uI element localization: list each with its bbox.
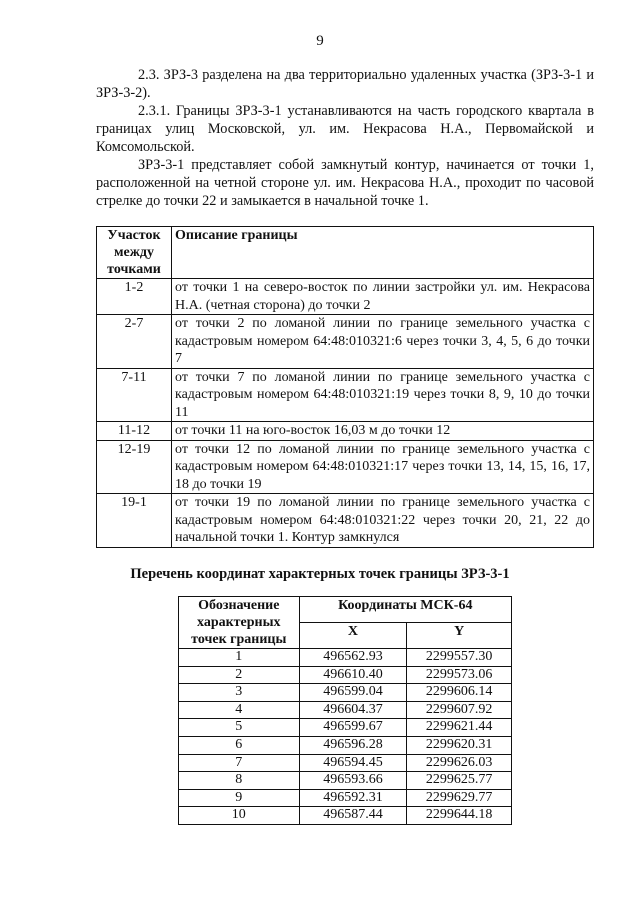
point-number-cell: 5 [179,719,300,737]
table-row [97,279,594,315]
segment-cell: 7-11 [97,368,172,422]
segment-cell: 2-7 [97,315,172,369]
table-row [97,368,594,422]
boundary-table-header [97,227,594,279]
page-number: 9 [316,33,324,49]
point-number-cell: 3 [179,684,300,702]
segment-column-header: Участок между точками [97,227,172,279]
x-column-header: X [299,623,407,649]
table-row [179,684,512,702]
y-column-header: Y [407,623,512,649]
paragraph-2-3-1: 2.3.1. Границы ЗРЗ-3-1 устанавливаются на часть городского квартала в границах улиц Московской, ул. им. Некрасова Н.А., Первомайской и Комсомольской. [96,103,594,155]
table-row [179,772,512,790]
point-number-cell: 6 [179,736,300,754]
description-cell: от точки 11 на юго-восток 16,03 м до точки 12 [172,422,594,441]
segment-cell: 1-2 [97,279,172,315]
table-row [97,440,594,494]
paragraph-2-3: 2.3. ЗРЗ-3 разделена на два территориально удаленных участка (ЗРЗ-3-1 и ЗРЗ-3-2). [96,67,594,101]
x-coordinate-cell: 496587.44 [299,807,407,825]
description-cell: от точки 19 по ломаной линии по границе земельного участка с кадастровым номером 64:48:010321:22 через точки 20, 21, 22 до начальной точки 1. Контур замкнулся [172,494,594,548]
point-number-cell: 1 [179,649,300,667]
x-coordinate-cell: 496593.66 [299,772,407,790]
boundary-table-body [97,279,594,548]
y-coordinate-cell: 2299620.31 [407,736,512,754]
table-row [97,315,594,369]
description-cell: от точки 7 по ломаной линии по границе земельного участка с кадастровым номером 64:48:010321:19 через точки 8, 9, 10 до точки 11 [172,368,594,422]
x-coordinate-cell: 496596.28 [299,736,407,754]
point-number-cell: 2 [179,666,300,684]
x-coordinate-cell: 496592.31 [299,789,407,807]
x-coordinate-cell: 496562.93 [299,649,407,667]
description-column-header: Описание границы [172,227,594,279]
coordinates-table-body [179,649,512,825]
segment-cell: 12-19 [97,440,172,494]
x-coordinate-cell: 496604.37 [299,701,407,719]
y-coordinate-cell: 2299573.06 [407,666,512,684]
y-coordinate-cell: 2299607.92 [407,701,512,719]
segment-cell: 19-1 [97,494,172,548]
y-coordinate-cell: 2299557.30 [407,649,512,667]
table-row [179,807,512,825]
x-coordinate-cell: 496594.45 [299,754,407,772]
point-number-cell: 4 [179,701,300,719]
table-row [179,754,512,772]
y-coordinate-cell: 2299626.03 [407,754,512,772]
table-row [179,789,512,807]
coordinates-title: Перечень координат характерных точек границы ЗРЗ-3-1 [130,566,510,582]
y-coordinate-cell: 2299629.77 [407,789,512,807]
x-coordinate-cell: 496599.04 [299,684,407,702]
y-coordinate-cell: 2299621.44 [407,719,512,737]
boundary-description-table [96,226,594,548]
table-row [97,422,594,441]
points-column-header: Обозначение характерных точек границы [179,597,300,649]
point-number-cell: 7 [179,754,300,772]
y-coordinate-cell: 2299644.18 [407,807,512,825]
table-row [97,494,594,548]
coords-group-header: Координаты МСК-64 [299,597,511,623]
description-cell: от точки 12 по ломаной линии по границе земельного участка с кадастровым номером 64:48:010321:17 через точки 13, 14, 15, 16, 17, 18 до точки 19 [172,440,594,494]
point-number-cell: 9 [179,789,300,807]
y-coordinate-cell: 2299625.77 [407,772,512,790]
y-coordinate-cell: 2299606.14 [407,684,512,702]
coordinates-header-row-1 [179,597,512,623]
table-row [179,666,512,684]
coordinates-table [178,596,512,825]
paragraph-contour: ЗРЗ-3-1 представляет собой замкнутый контур, начинается от точки 1, расположенной на четной стороне ул. им. Некрасова Н.А., проходит по часовой стрелке до точки 22 и замыкается в начальной точке 1. [96,157,594,209]
point-number-cell: 8 [179,772,300,790]
table-row [179,701,512,719]
x-coordinate-cell: 496599.67 [299,719,407,737]
table-row [179,649,512,667]
table-row [179,719,512,737]
description-cell: от точки 1 на северо-восток по линии застройки ул. им. Некрасова Н.А. (четная сторона) до точки 2 [172,279,594,315]
x-coordinate-cell: 496610.40 [299,666,407,684]
description-cell: от точки 2 по ломаной линии по границе земельного участка с кадастровым номером 64:48:010321:6 через точки 3, 4, 5, 6 до точки 7 [172,315,594,369]
table-row [179,736,512,754]
point-number-cell: 10 [179,807,300,825]
segment-cell: 11-12 [97,422,172,441]
